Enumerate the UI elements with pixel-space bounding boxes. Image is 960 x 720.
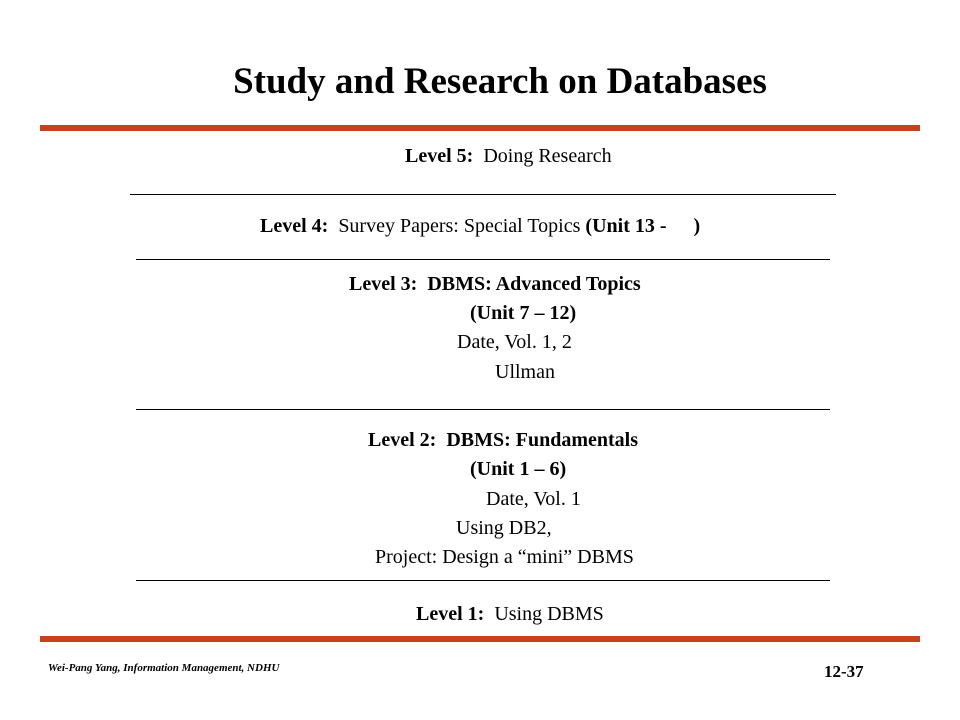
level-5-label: Level 5:	[405, 145, 474, 167]
level-2-ref-project: Project: Design a “mini” DBMS	[375, 546, 634, 568]
level-4-unit-close: )	[693, 215, 701, 237]
level-3-ref-date: Date, Vol. 1, 2	[457, 331, 572, 353]
page-number: 12-37	[824, 662, 864, 681]
level-3	[349, 273, 641, 296]
level-1-label: Level 1:	[416, 603, 485, 625]
footer-author: Wei-Pang Yang, Information Management, NDHU	[48, 662, 280, 674]
level-2-ref-db2: Using DB2,	[456, 517, 552, 539]
divider-4-3	[136, 259, 830, 260]
level-3-unit: (Unit 7 – 12)	[470, 302, 577, 324]
level-5-text: Doing Research	[483, 145, 612, 167]
divider-3-2	[136, 409, 830, 410]
level-4-text: Survey Papers: Special Topics	[338, 215, 581, 237]
level-4-label: Level 4:	[260, 215, 329, 237]
level-2-unit: (Unit 1 – 6)	[470, 458, 567, 480]
slide-title: Study and Research on Databases	[233, 61, 767, 102]
divider-2-1	[136, 580, 830, 581]
level-1-text: Using DBMS	[494, 603, 604, 625]
level-2-ref-date: Date, Vol. 1	[486, 488, 581, 510]
level-4	[260, 215, 700, 238]
level-2-label: Level 2:	[368, 429, 437, 451]
footer-rule	[40, 636, 920, 642]
level-2-text: DBMS: Fundamentals	[446, 429, 639, 451]
level-3-text: DBMS: Advanced Topics	[427, 273, 641, 295]
level-3-ref-ullman: Ullman	[495, 361, 555, 383]
title-rule	[40, 125, 920, 131]
level-5	[405, 145, 612, 168]
level-3-label: Level 3:	[349, 273, 418, 295]
divider-5-4	[130, 194, 836, 195]
level-2	[368, 429, 638, 452]
level-4-unit-open: (Unit 13 -	[585, 215, 667, 237]
level-1	[416, 603, 604, 626]
